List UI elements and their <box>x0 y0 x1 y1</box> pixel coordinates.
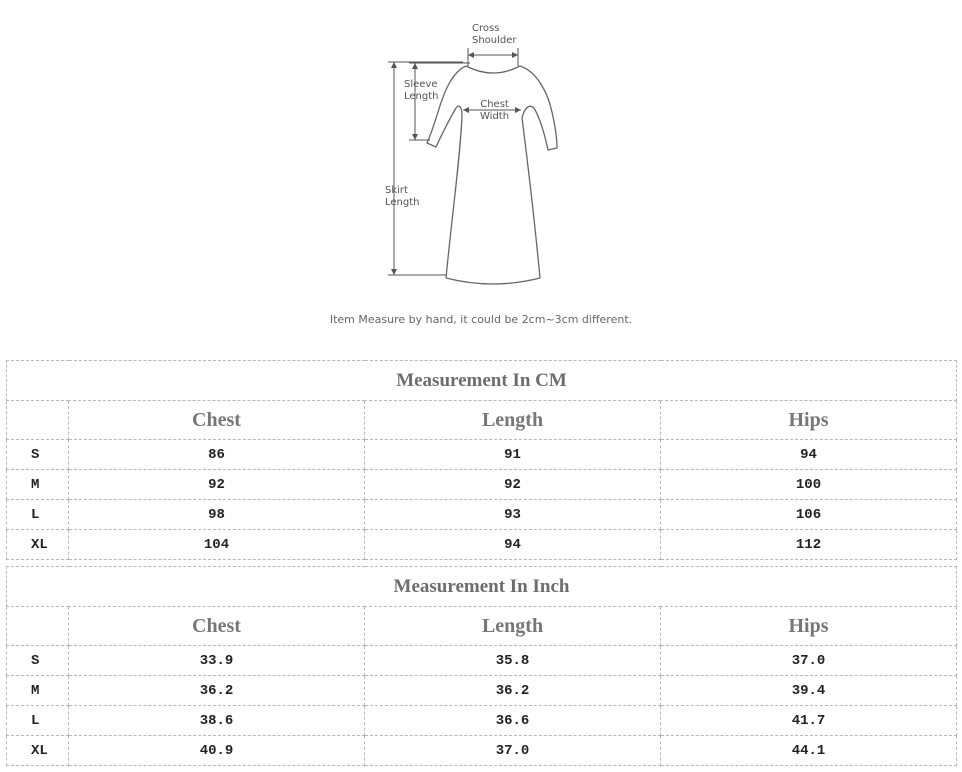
hips-cell: 37.0 <box>661 646 957 676</box>
hips-cell: 112 <box>661 530 957 560</box>
cross-shoulder-label <box>472 23 517 47</box>
size-table-inch <box>6 566 957 766</box>
length-cell: 92 <box>365 470 661 500</box>
hips-cell: 106 <box>661 500 957 530</box>
table-row <box>7 706 957 736</box>
column-header-hips: Hips <box>661 607 957 646</box>
chest-cell: 86 <box>69 440 365 470</box>
dress-hem <box>446 278 540 284</box>
sleeve-length-label <box>404 79 439 103</box>
table-row <box>7 736 957 766</box>
hips-cell: 44.1 <box>661 736 957 766</box>
sleeve-length-label-line2: Length <box>404 91 439 102</box>
table-title: Measurement In CM <box>7 361 957 401</box>
length-cell: 37.0 <box>365 736 661 766</box>
size-cell: XL <box>7 530 69 560</box>
column-header-chest: Chest <box>69 401 365 440</box>
table-row <box>7 676 957 706</box>
length-cell: 94 <box>365 530 661 560</box>
hips-cell: 94 <box>661 440 957 470</box>
length-cell: 35.8 <box>365 646 661 676</box>
dress-right-side <box>520 66 557 278</box>
chest-cell: 40.9 <box>69 736 365 766</box>
hips-cell: 41.7 <box>661 706 957 736</box>
size-cell: M <box>7 470 69 500</box>
skirt-length-label-line1: Skirt <box>385 185 408 196</box>
cross-shoulder-label-line1: Cross <box>472 23 500 34</box>
column-header-size <box>7 607 69 646</box>
chest-cell: 98 <box>69 500 365 530</box>
hips-cell: 100 <box>661 470 957 500</box>
chest-width-label-line1: Chest <box>480 99 509 110</box>
skirt-length-label <box>385 185 420 209</box>
table-row <box>7 530 957 560</box>
size-cell: S <box>7 440 69 470</box>
size-cell: L <box>7 706 69 736</box>
chest-cell: 33.9 <box>69 646 365 676</box>
length-cell: 36.6 <box>365 706 661 736</box>
column-header-chest: Chest <box>69 607 365 646</box>
chest-cell: 38.6 <box>69 706 365 736</box>
column-header-hips: Hips <box>661 401 957 440</box>
length-cell: 93 <box>365 500 661 530</box>
column-header-length: Length <box>365 401 661 440</box>
chest-cell: 36.2 <box>69 676 365 706</box>
column-header-length: Length <box>365 607 661 646</box>
table-row <box>7 470 957 500</box>
length-cell: 36.2 <box>365 676 661 706</box>
hips-cell: 39.4 <box>661 676 957 706</box>
dress-measurement-diagram <box>0 0 962 345</box>
chest-cell: 92 <box>69 470 365 500</box>
dress-outline-drawing <box>0 0 962 345</box>
column-header-size <box>7 401 69 440</box>
dress-neckline <box>466 66 520 73</box>
size-cell: M <box>7 676 69 706</box>
chest-cell: 104 <box>69 530 365 560</box>
size-table-cm <box>6 360 957 560</box>
table-row <box>7 646 957 676</box>
length-cell: 91 <box>365 440 661 470</box>
sleeve-length-label-line1: Sleeve <box>404 79 438 90</box>
size-cell: XL <box>7 736 69 766</box>
chest-width-label-line2: Width <box>480 111 510 122</box>
skirt-length-label-line2: Length <box>385 197 420 208</box>
chest-width-label <box>480 99 509 123</box>
table-row <box>7 500 957 530</box>
table-row <box>7 440 957 470</box>
cross-shoulder-label-line2: Shoulder <box>472 35 517 46</box>
table-title: Measurement In Inch <box>7 567 957 607</box>
size-cell: S <box>7 646 69 676</box>
measurement-note: Item Measure by hand, it could be 2cm~3cm different. <box>329 313 633 326</box>
size-cell: L <box>7 500 69 530</box>
